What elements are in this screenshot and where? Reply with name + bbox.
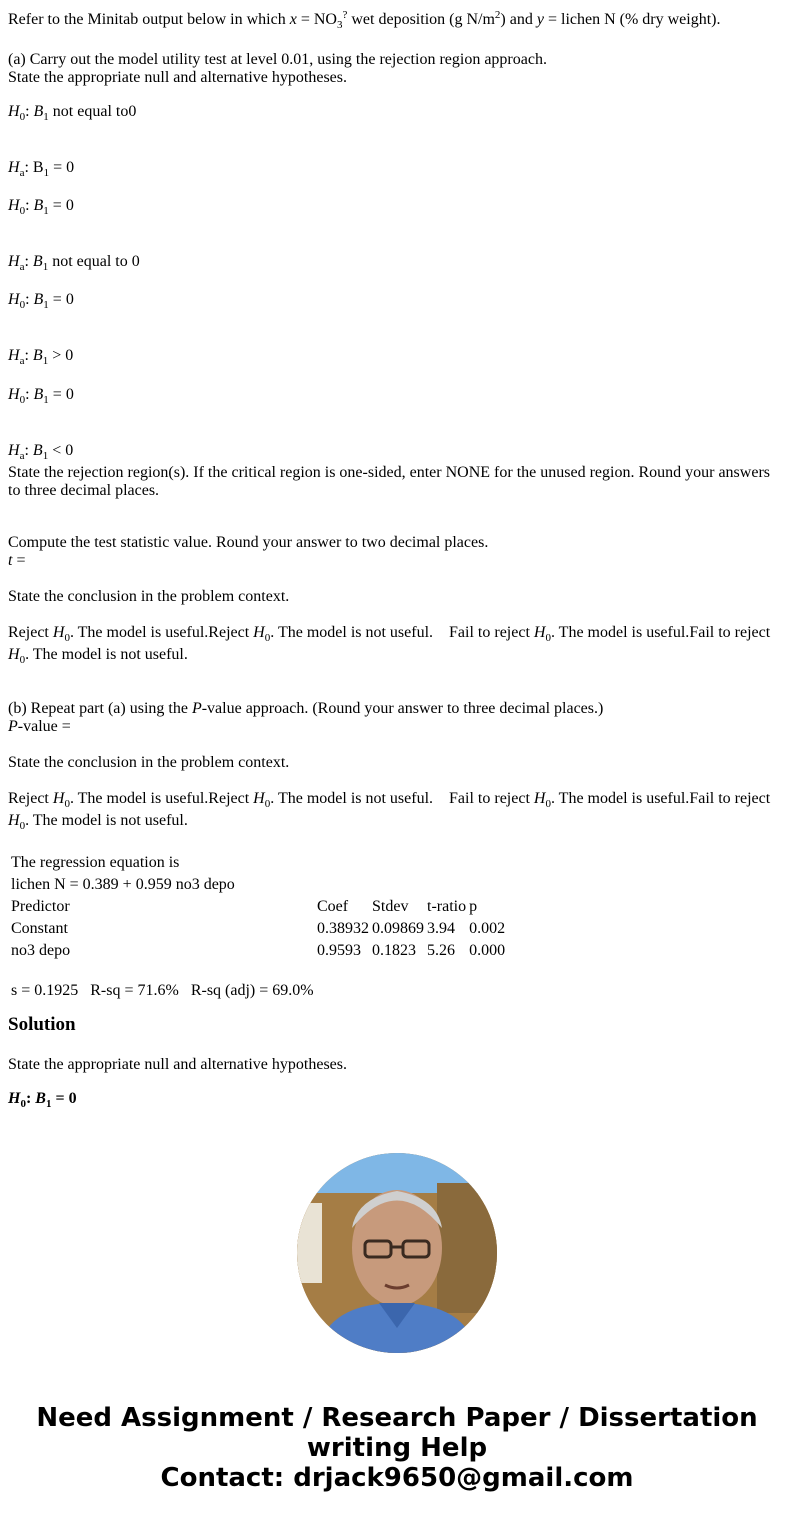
solution-h0: $H_0$: $B_1 = 0$ <box>8 1090 77 1110</box>
banner-line-1: Need Assignment / Research Paper / Dissertation <box>36 1403 758 1433</box>
conclusion-prompt-a: State the conclusion in the problem context. <box>8 588 290 605</box>
table-cell: 0.1823 <box>372 942 416 959</box>
table-cell: 0.000 <box>469 942 506 959</box>
option-3-ha[interactable]: $H_a$: $B_1 > 0$ <box>8 347 74 367</box>
option-1-ha[interactable]: $H_a$: $B_1 = 0$ <box>8 159 75 179</box>
table-cell: 0.09869 <box>372 920 424 937</box>
solution-text: State the appropriate null and alternative hypotheses. <box>8 1056 347 1073</box>
option-4-ha[interactable]: $H_a$: $B_1 < 0$ <box>8 442 74 462</box>
table-cell: 0.38932 <box>317 920 369 937</box>
rejection-region-text: State the rejection region(s). If the critical region is one-sided, enter NONE for the unused region. Round your answers to three decimal places. <box>8 464 770 499</box>
regression-title: The regression equation is <box>11 854 180 871</box>
header-p: p <box>469 898 478 915</box>
person-portrait-icon <box>297 1153 497 1353</box>
minitab-output <box>8 850 508 1004</box>
option-4-h0[interactable]: $H_0$: $B_1 = 0$ <box>8 386 74 406</box>
option-2-h0[interactable]: $H_0$: $B_1 = 0$ <box>8 197 74 217</box>
table-header-row <box>11 898 505 916</box>
table-cell: 0.9593 <box>317 942 361 959</box>
header-stdev: Stdev <box>372 898 409 915</box>
part-a-line1: (a) Carry out the model utility test at level 0.01, using the rejection region approach. <box>8 51 547 68</box>
table-cell: 3.94 <box>427 920 455 937</box>
header-predictor: Predictor <box>11 898 70 915</box>
part-b-line1: (b) Repeat part (a) using the P-value approach. (Round your answer to three decimal places.) <box>8 700 604 717</box>
header-tratio: t-ratio <box>427 898 467 915</box>
compute-text: Compute the test statistic value. Round your answer to two decimal places. <box>8 534 489 551</box>
option-2-ha[interactable]: $H_a$: $B_1$ not equal to 0 <box>8 253 140 273</box>
table-cell: 5.26 <box>427 942 455 959</box>
header-coef: Coef <box>317 898 349 915</box>
table-row <box>11 920 505 938</box>
help-banner <box>0 1403 794 1493</box>
solution-heading: Solution <box>8 1014 76 1035</box>
table-cell: 0.002 <box>469 920 506 937</box>
option-1-h0[interactable]: $H_0$: $B_1$ not equal to0 <box>8 103 137 123</box>
conclusion-choices-a[interactable]: Reject $H_0$. The model is useful.Reject $H_0$. The model is not useful. Fail to reject $H_0$. The model is useful.Fail to reject $H_0$. The model is not useful. <box>8 624 771 666</box>
regression-summary: s = 0.1925 R-sq = 71.6% R-sq (adj) = 69.0% <box>11 982 314 999</box>
option-3-h0[interactable]: $H_0$: $B_1 = 0$ <box>8 291 74 311</box>
intro-text: Refer to the Minitab output below in which $x = NO_3^?$ wet deposition (g $N/m^2$) and y = lichen N (% dry weight). <box>8 9 721 31</box>
author-avatar <box>297 1153 497 1353</box>
part-a-line2: State the appropriate null and alternative hypotheses. <box>8 69 347 86</box>
t-label: t = <box>8 552 26 569</box>
conclusion-choices-b[interactable]: Reject $H_0$. The model is useful.Reject $H_0$. The model is not useful. Fail to reject $H_0$. The model is useful.Fail to reject $H_0$. The model is not useful. <box>8 790 771 832</box>
regression-equation: lichen N = 0.389 + 0.959 no3 depo <box>11 876 235 893</box>
conclusion-prompt-b: State the conclusion in the problem context. <box>8 754 290 771</box>
table-row <box>11 942 505 960</box>
table-cell: Constant <box>11 920 68 937</box>
table-cell: no3 depo <box>11 942 71 959</box>
banner-line-2: writing Help <box>306 1433 488 1463</box>
pvalue-label: P-value = <box>8 718 71 735</box>
banner-contact[interactable]: Contact: drjack9650@gmail.com <box>160 1463 634 1493</box>
